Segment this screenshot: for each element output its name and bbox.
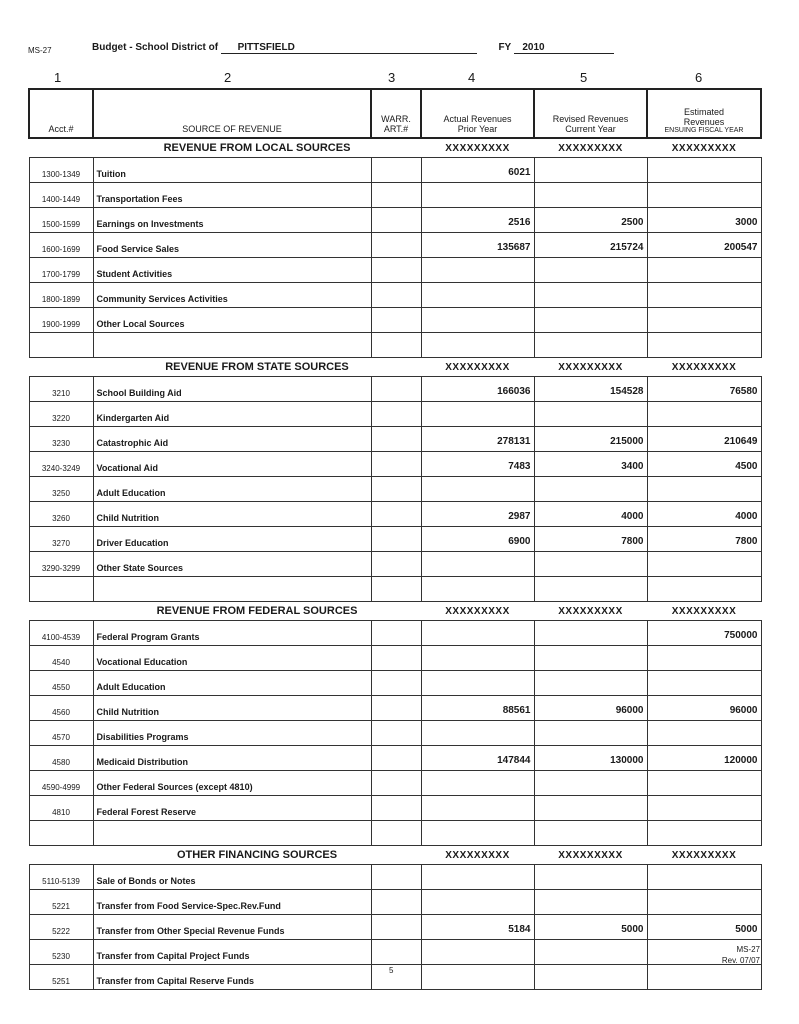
section-header-row [29, 602, 761, 621]
revised-cell: 215000 [534, 427, 647, 452]
warr-cell [371, 233, 421, 258]
actual-cell: 147844 [421, 746, 534, 771]
acct-cell: 1900-1999 [29, 308, 93, 333]
acct-cell: 1700-1799 [29, 258, 93, 283]
revised-cell [534, 258, 647, 283]
source-cell: Transfer from Food Service-Spec.Rev.Fund [93, 890, 371, 915]
revised-cell [534, 333, 647, 358]
revised-cell: 154528 [534, 377, 647, 402]
actual-cell [421, 965, 534, 990]
actual-cell [421, 402, 534, 427]
source-cell: Other Federal Sources (except 4810) [93, 771, 371, 796]
estimated-cell: 210649 [647, 427, 761, 452]
source-cell: Child Nutrition [93, 502, 371, 527]
revised-cell [534, 158, 647, 183]
revised-cell [534, 308, 647, 333]
estimated-cell [647, 283, 761, 308]
table-row [29, 402, 761, 427]
revised-cell: 4000 [534, 502, 647, 527]
source-cell: Vocational Aid [93, 452, 371, 477]
acct-header: Acct.# [29, 89, 93, 138]
section-placeholder-estimated: XXXXXXXXX [671, 361, 737, 373]
estimated-header-line: Estimated [683, 107, 725, 117]
estimated-cell: 3000 [647, 208, 761, 233]
table-row [29, 502, 761, 527]
acct-cell: 4560 [29, 696, 93, 721]
warr-cell [371, 258, 421, 283]
warr-cell [371, 746, 421, 771]
district-field [221, 42, 477, 54]
warr-cell [371, 208, 421, 233]
estimated-cell [647, 865, 761, 890]
table-row [29, 940, 761, 965]
warr-cell [371, 965, 421, 990]
source-cell: Community Services Activities [93, 283, 371, 308]
warr-cell [371, 552, 421, 577]
table-row [29, 158, 761, 183]
source-cell: Transfer from Capital Reserve Funds [93, 965, 371, 990]
source-cell: Adult Education [93, 671, 371, 696]
table-row [29, 333, 761, 358]
warr-header [371, 89, 421, 138]
actual-cell [421, 671, 534, 696]
source-cell: Disabilities Programs [93, 721, 371, 746]
source-cell: Transfer from Other Special Revenue Funds [93, 915, 371, 940]
column-number: 3 [388, 70, 396, 85]
source-cell: Kindergarten Aid [93, 402, 371, 427]
acct-cell: 4590-4999 [29, 771, 93, 796]
warr-cell [371, 527, 421, 552]
acct-cell: 3230 [29, 427, 93, 452]
section-title: REVENUE FROM FEDERAL SOURCES [156, 605, 358, 617]
acct-cell: 1600-1699 [29, 233, 93, 258]
warr-cell [371, 502, 421, 527]
section-spacer [29, 846, 93, 865]
district-name: PITTSFIELD [237, 42, 295, 53]
table-row [29, 283, 761, 308]
section-header-row [29, 138, 761, 158]
section-placeholder-actual: XXXXXXXXX [445, 142, 510, 154]
warr-cell [371, 890, 421, 915]
revised-cell [534, 890, 647, 915]
revised-cell [534, 577, 647, 602]
warr-cell [371, 402, 421, 427]
actual-cell: 88561 [421, 696, 534, 721]
actual-cell [421, 577, 534, 602]
actual-header-line: Actual Revenues [443, 114, 512, 124]
actual-cell [421, 552, 534, 577]
warr-cell [371, 671, 421, 696]
warr-cell [371, 771, 421, 796]
table-row [29, 965, 761, 990]
estimated-cell [647, 771, 761, 796]
acct-cell: 3210 [29, 377, 93, 402]
estimated-cell [647, 333, 761, 358]
actual-cell: 6021 [421, 158, 534, 183]
actual-cell: 135687 [421, 233, 534, 258]
source-cell: Adult Education [93, 477, 371, 502]
table-row [29, 577, 761, 602]
source-cell: Federal Program Grants [93, 621, 371, 646]
estimated-cell [647, 796, 761, 821]
estimated-header [647, 89, 761, 138]
column-number: 5 [580, 70, 588, 85]
estimated-cell [647, 721, 761, 746]
warr-cell [371, 377, 421, 402]
estimated-cell [647, 671, 761, 696]
source-cell: Driver Education [93, 527, 371, 552]
actual-header-line: Prior Year [457, 124, 498, 134]
acct-cell: 4570 [29, 721, 93, 746]
revised-cell [534, 552, 647, 577]
section-placeholder-estimated: XXXXXXXXX [671, 605, 737, 617]
actual-cell [421, 821, 534, 846]
revised-cell [534, 771, 647, 796]
revised-cell [534, 402, 647, 427]
table-row [29, 771, 761, 796]
revised-cell: 215724 [534, 233, 647, 258]
revised-cell [534, 796, 647, 821]
acct-cell: 4580 [29, 746, 93, 771]
acct-cell: 5222 [29, 915, 93, 940]
source-cell: Catastrophic Aid [93, 427, 371, 452]
section-title: REVENUE FROM LOCAL SOURCES [163, 142, 351, 154]
revised-header [534, 89, 647, 138]
revised-cell: 130000 [534, 746, 647, 771]
actual-cell [421, 796, 534, 821]
estimated-cell [647, 258, 761, 283]
revised-cell [534, 965, 647, 990]
source-cell: Tuition [93, 158, 371, 183]
section-placeholder-actual: XXXXXXXXX [445, 849, 510, 861]
warr-cell [371, 308, 421, 333]
acct-cell: 1300-1349 [29, 158, 93, 183]
table-row [29, 621, 761, 646]
section-placeholder-actual: XXXXXXXXX [445, 605, 510, 617]
acct-cell [29, 333, 93, 358]
actual-header [421, 89, 534, 138]
estimated-cell [647, 183, 761, 208]
warr-cell [371, 821, 421, 846]
source-cell [93, 821, 371, 846]
actual-cell [421, 890, 534, 915]
revised-header-line: Revised Revenues [552, 114, 629, 124]
section-placeholder-revised: XXXXXXXXX [558, 605, 623, 617]
fy-value: 2010 [522, 42, 545, 53]
warr-cell [371, 283, 421, 308]
estimated-cell: 76580 [647, 377, 761, 402]
warr-cell [371, 158, 421, 183]
warr-cell [371, 796, 421, 821]
acct-cell: 3270 [29, 527, 93, 552]
footer-form-id: MS-27 [736, 945, 760, 954]
revised-cell: 7800 [534, 527, 647, 552]
fy-field [514, 42, 614, 54]
table-row [29, 527, 761, 552]
table-row [29, 183, 761, 208]
table-row [29, 308, 761, 333]
actual-cell [421, 721, 534, 746]
estimated-cell [647, 402, 761, 427]
revised-cell: 2500 [534, 208, 647, 233]
table-row [29, 915, 761, 940]
section-header-row [29, 358, 761, 377]
revised-cell [534, 477, 647, 502]
estimated-cell: 4500 [647, 452, 761, 477]
actual-cell: 166036 [421, 377, 534, 402]
footer-form-info [712, 944, 760, 966]
actual-cell [421, 333, 534, 358]
section-spacer [29, 358, 93, 377]
actual-cell [421, 258, 534, 283]
revised-cell: 96000 [534, 696, 647, 721]
estimated-cell [647, 965, 761, 990]
estimated-cell [647, 890, 761, 915]
source-cell: Other State Sources [93, 552, 371, 577]
actual-cell [421, 183, 534, 208]
warr-cell [371, 577, 421, 602]
section-placeholder-estimated: XXXXXXXXX [671, 142, 737, 154]
table-row [29, 377, 761, 402]
footer-revision: Rev. 07/07 [721, 956, 760, 965]
table-row [29, 452, 761, 477]
actual-cell: 2987 [421, 502, 534, 527]
estimated-cell [647, 308, 761, 333]
acct-cell: 3290-3299 [29, 552, 93, 577]
section-title: REVENUE FROM STATE SOURCES [165, 361, 349, 373]
actual-cell [421, 940, 534, 965]
actual-cell [421, 771, 534, 796]
revised-cell: 3400 [534, 452, 647, 477]
page-number: 5 [389, 966, 394, 975]
estimated-cell: 750000 [647, 621, 761, 646]
estimated-cell: 200547 [647, 233, 761, 258]
actual-cell [421, 621, 534, 646]
actual-cell [421, 646, 534, 671]
warr-cell [371, 452, 421, 477]
table-row [29, 208, 761, 233]
column-number: 2 [224, 70, 232, 85]
actual-cell [421, 865, 534, 890]
table-row [29, 552, 761, 577]
revised-header-line: Current Year [565, 124, 616, 134]
form-id: MS-27 [28, 46, 52, 55]
acct-cell: 3250 [29, 477, 93, 502]
warr-cell [371, 183, 421, 208]
table-row [29, 233, 761, 258]
title-prefix: Budget - School District of [92, 42, 219, 53]
acct-cell: 1800-1899 [29, 283, 93, 308]
warr-cell [371, 333, 421, 358]
table-row [29, 258, 761, 283]
estimated-cell: 5000 [647, 915, 761, 940]
table-row [29, 671, 761, 696]
revised-cell [534, 283, 647, 308]
source-cell: Federal Forest Reserve [93, 796, 371, 821]
actual-cell [421, 283, 534, 308]
table-row [29, 721, 761, 746]
acct-cell: 4550 [29, 671, 93, 696]
warr-cell [371, 621, 421, 646]
acct-cell: 4100-4539 [29, 621, 93, 646]
table-row [29, 796, 761, 821]
source-cell: Medicaid Distribution [93, 746, 371, 771]
source-cell: Child Nutrition [93, 696, 371, 721]
source-cell: School Building Aid [93, 377, 371, 402]
actual-cell: 5184 [421, 915, 534, 940]
revised-cell [534, 646, 647, 671]
section-spacer [29, 602, 93, 621]
acct-cell: 3240-3249 [29, 452, 93, 477]
revised-cell [534, 183, 647, 208]
table-row [29, 865, 761, 890]
table-header-row [29, 89, 761, 138]
source-cell: Sale of Bonds or Notes [93, 865, 371, 890]
table-row [29, 746, 761, 771]
acct-cell: 5110-5139 [29, 865, 93, 890]
source-cell [93, 577, 371, 602]
column-numbers [28, 70, 760, 88]
warr-cell [371, 721, 421, 746]
warr-cell [371, 696, 421, 721]
acct-cell: 1400-1449 [29, 183, 93, 208]
estimated-cell [647, 577, 761, 602]
table-row [29, 821, 761, 846]
revised-cell [534, 721, 647, 746]
estimated-cell [647, 477, 761, 502]
source-cell: Other Local Sources [93, 308, 371, 333]
table-row [29, 477, 761, 502]
warr-cell [371, 427, 421, 452]
warr-cell [371, 477, 421, 502]
source-cell: Student Activities [93, 258, 371, 283]
source-cell [93, 333, 371, 358]
column-number: 6 [695, 70, 703, 85]
acct-cell: 1500-1599 [29, 208, 93, 233]
actual-cell: 7483 [421, 452, 534, 477]
column-number: 1 [54, 70, 62, 85]
warr-header-line: WARR. [381, 114, 411, 124]
warr-cell [371, 940, 421, 965]
acct-cell [29, 821, 93, 846]
actual-cell [421, 477, 534, 502]
fy-label: FY [498, 42, 512, 53]
acct-cell: 5251 [29, 965, 93, 990]
estimated-cell: 120000 [647, 746, 761, 771]
revised-cell [534, 671, 647, 696]
actual-cell: 278131 [421, 427, 534, 452]
warr-cell [371, 915, 421, 940]
acct-cell: 4540 [29, 646, 93, 671]
estimated-cell [647, 158, 761, 183]
actual-cell [421, 308, 534, 333]
estimated-cell: 7800 [647, 527, 761, 552]
table-row [29, 696, 761, 721]
section-header-row [29, 846, 761, 865]
source-cell: Transfer from Capital Project Funds [93, 940, 371, 965]
source-cell: Earnings on Investments [93, 208, 371, 233]
revised-cell [534, 940, 647, 965]
section-title: OTHER FINANCING SOURCES [176, 849, 338, 861]
table-row [29, 646, 761, 671]
estimated-cell: 4000 [647, 502, 761, 527]
actual-cell: 6900 [421, 527, 534, 552]
source-cell: Transportation Fees [93, 183, 371, 208]
section-placeholder-revised: XXXXXXXXX [558, 361, 623, 373]
section-placeholder-revised: XXXXXXXXX [558, 849, 623, 861]
section-placeholder-revised: XXXXXXXXX [558, 142, 623, 154]
acct-cell: 4810 [29, 796, 93, 821]
acct-cell: 5230 [29, 940, 93, 965]
estimated-header-line: Revenues [683, 117, 725, 127]
table-row [29, 427, 761, 452]
source-header: SOURCE OF REVENUE [93, 89, 371, 138]
acct-cell: 5221 [29, 890, 93, 915]
acct-cell [29, 577, 93, 602]
estimated-cell [647, 821, 761, 846]
page-title [92, 42, 614, 54]
revised-cell [534, 865, 647, 890]
revised-cell: 5000 [534, 915, 647, 940]
section-spacer [29, 138, 93, 158]
section-placeholder-estimated: XXXXXXXXX [671, 849, 737, 861]
estimated-cell [647, 646, 761, 671]
source-cell: Food Service Sales [93, 233, 371, 258]
revenue-table [28, 88, 762, 990]
warr-cell [371, 646, 421, 671]
estimated-cell: 96000 [647, 696, 761, 721]
estimated-cell [647, 552, 761, 577]
section-placeholder-actual: XXXXXXXXX [445, 361, 510, 373]
column-number: 4 [468, 70, 476, 85]
acct-cell: 3260 [29, 502, 93, 527]
revised-cell [534, 621, 647, 646]
acct-cell: 3220 [29, 402, 93, 427]
warr-cell [371, 865, 421, 890]
revised-cell [534, 821, 647, 846]
estimated-header-line: ENSUING FISCAL YEAR [664, 127, 744, 134]
table-row [29, 890, 761, 915]
warr-header-line: ART.# [383, 124, 409, 134]
source-cell: Vocational Education [93, 646, 371, 671]
table-body [29, 138, 761, 990]
actual-cell: 2516 [421, 208, 534, 233]
